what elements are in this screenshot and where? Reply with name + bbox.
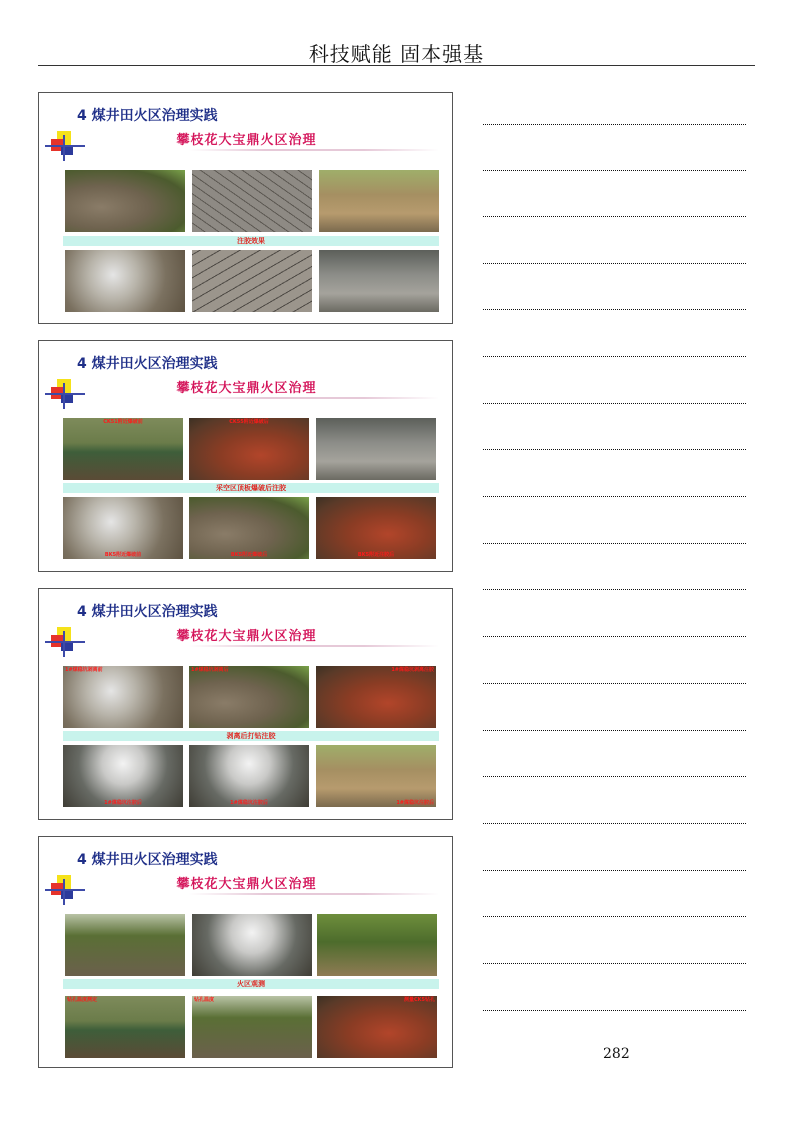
photo-group-banner: 剥离后打钻注胶 <box>63 731 439 741</box>
note-line <box>483 730 746 731</box>
photo <box>317 914 437 976</box>
page-header-title: 科技赋能 固本强基 <box>308 42 485 66</box>
photo-caption: 钻孔温度 <box>194 997 215 1003</box>
photo <box>319 250 439 312</box>
note-line <box>483 823 746 824</box>
photo <box>65 250 185 312</box>
photo-caption: 1#煤稳坑注胶后 <box>230 800 268 806</box>
photo-caption: BK5附近注胶后 <box>357 552 395 558</box>
note-line <box>483 263 746 264</box>
photo-group-banner: 采空区顶板爆破后注胶 <box>63 483 439 493</box>
note-line <box>483 216 746 217</box>
note-line <box>483 403 746 404</box>
photo <box>192 170 312 232</box>
photo <box>316 497 436 559</box>
note-line <box>483 963 746 964</box>
photo <box>192 914 312 976</box>
slide-title: 4 煤井田火区治理实践 <box>77 108 218 124</box>
note-line <box>483 683 746 684</box>
photo <box>63 497 183 559</box>
photo <box>319 170 439 232</box>
photo <box>317 996 437 1058</box>
photo <box>192 996 312 1058</box>
photo <box>192 250 312 312</box>
note-line <box>483 636 746 637</box>
subtitle-underline <box>189 645 439 647</box>
slide-subtitle: 攀枝花大宝鼎火区治理 <box>176 877 317 892</box>
note-line <box>483 543 746 544</box>
slide-title: 4 煤井田火区治理实践 <box>77 852 218 868</box>
subtitle-underline <box>189 149 439 151</box>
subtitle-underline <box>189 893 439 895</box>
note-line <box>483 870 746 871</box>
photo <box>65 996 185 1058</box>
page-number: 282 <box>603 1046 630 1062</box>
photo <box>189 497 309 559</box>
slide-subtitle: 攀枝花大宝鼎火区治理 <box>176 381 317 396</box>
photo <box>63 418 183 480</box>
subtitle-underline <box>189 397 439 399</box>
photo <box>189 666 309 728</box>
photo-group-banner: 火区观测 <box>63 979 439 989</box>
slide-2 <box>38 340 453 572</box>
photo-caption: 1#煤稳坑注胶后 <box>104 800 142 806</box>
slide-title: 4 煤井田火区治理实践 <box>77 604 218 620</box>
photo-caption: 1#煤稳坑剥离前 <box>65 667 103 673</box>
photo-caption: CK51附近爆破前 <box>103 419 143 425</box>
photo-caption: 测量CK5钻孔 <box>403 997 435 1003</box>
note-line <box>483 1010 746 1011</box>
photo <box>316 666 436 728</box>
note-line <box>483 309 746 310</box>
photo-caption: 1#煤稳坑注胶后 <box>396 800 434 806</box>
photo-caption: 钻孔温度测定 <box>67 997 98 1003</box>
note-line <box>483 170 746 171</box>
slide-4 <box>38 836 453 1068</box>
photo-caption: CK55附近爆破后 <box>229 419 269 425</box>
photo <box>316 418 436 480</box>
photo <box>189 745 309 807</box>
slide-subtitle: 攀枝花大宝鼎火区治理 <box>176 629 317 644</box>
slide-title: 4 煤井田火区治理实践 <box>77 356 218 372</box>
photo <box>189 418 309 480</box>
photo <box>65 914 185 976</box>
note-line <box>483 124 746 125</box>
note-line <box>483 776 746 777</box>
note-line <box>483 916 746 917</box>
header-divider <box>38 65 755 66</box>
note-line <box>483 589 746 590</box>
photo <box>316 745 436 807</box>
slide-subtitle: 攀枝花大宝鼎火区治理 <box>176 133 317 148</box>
note-line <box>483 449 746 450</box>
photo-caption: BK5附近爆破前 <box>104 552 142 558</box>
photo <box>63 666 183 728</box>
slide-1 <box>38 92 453 324</box>
photo-group-banner: 注胶效果 <box>63 236 439 246</box>
note-line <box>483 356 746 357</box>
photo <box>65 170 185 232</box>
photo <box>63 745 183 807</box>
note-line <box>483 496 746 497</box>
photo-caption: 1#煤稳坑剥离注胶 <box>391 667 434 673</box>
photo-caption: 1#煤稳坑剥离后 <box>191 667 229 673</box>
slide-3 <box>38 588 453 820</box>
photo-caption: BK5附近爆破后 <box>230 552 268 558</box>
